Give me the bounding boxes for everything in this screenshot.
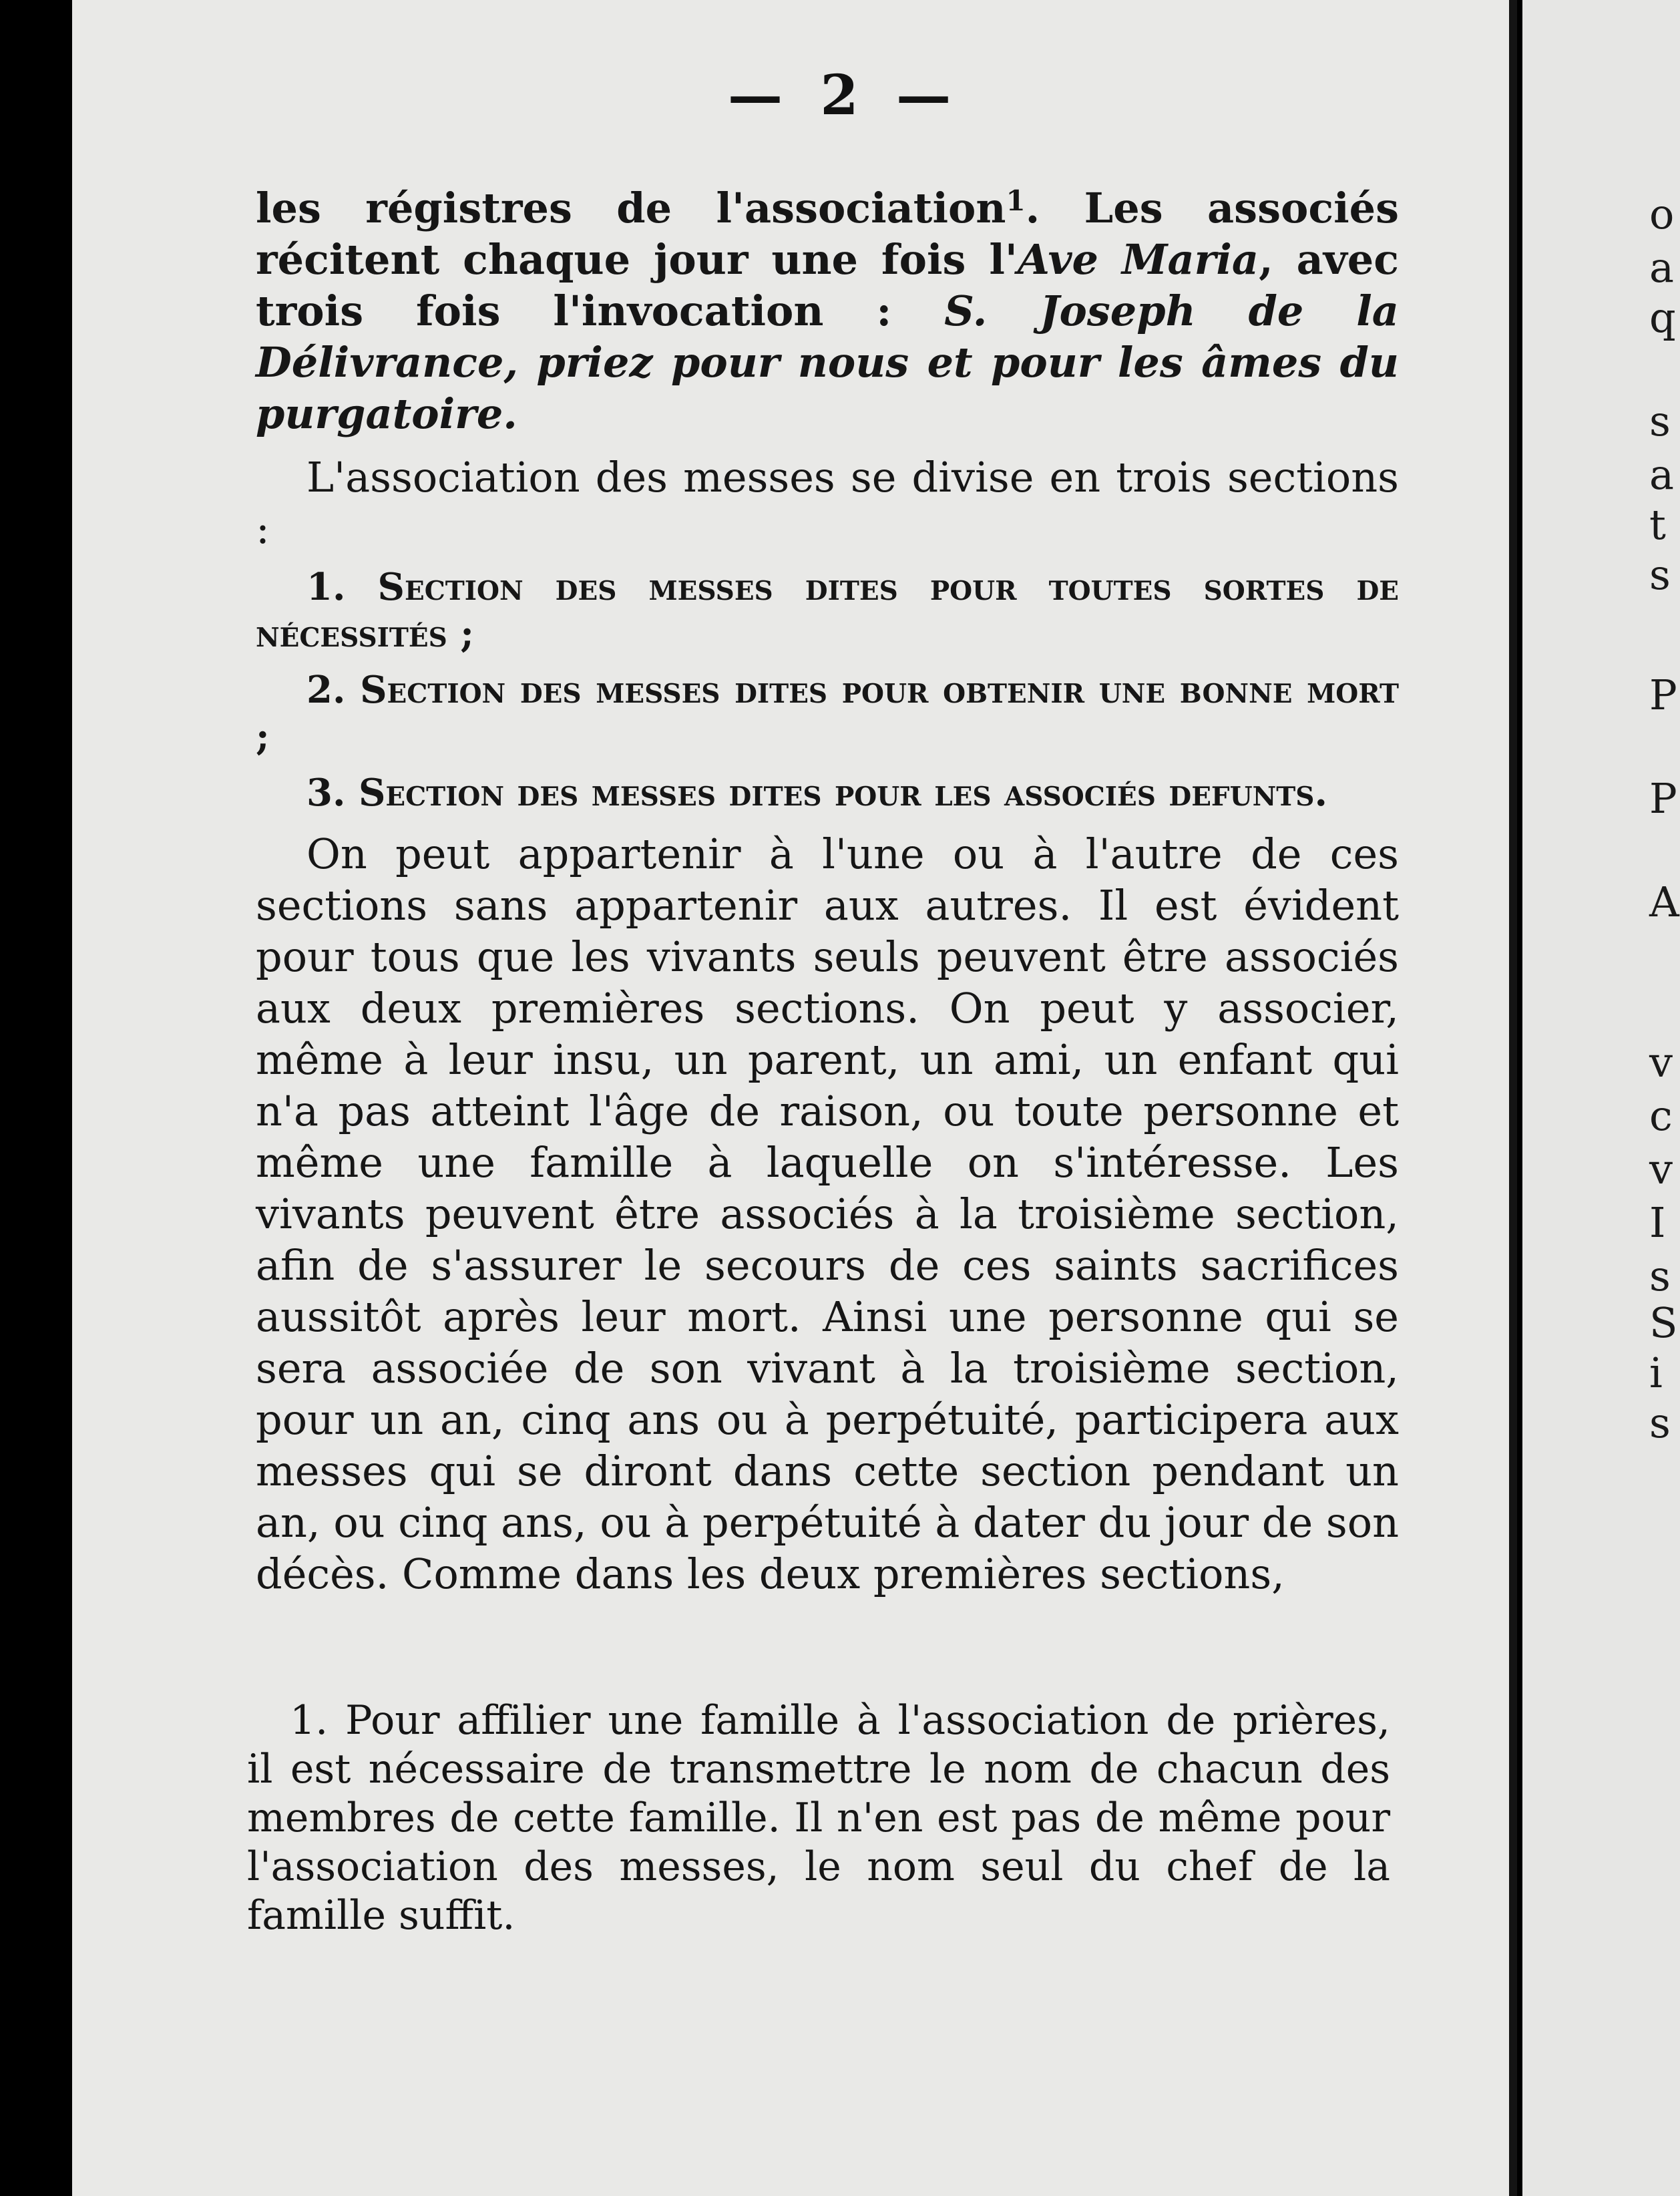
next-page-fragment: P: [1649, 671, 1677, 719]
section-item: 3. Section des messes dites pour les associés defunts.: [306, 771, 1327, 815]
section-item: 2. Section des messes dites pour obtenir une bonne mort ;: [256, 668, 1399, 759]
next-page-fragment: v: [1649, 1038, 1673, 1087]
next-page-fragment: c: [1649, 1091, 1673, 1140]
footnote-ref: 1: [1006, 184, 1026, 217]
next-page-fragment: P: [1649, 774, 1677, 823]
invocation: S. Joseph de la Délivrance, priez pour nous et pour les âmes du purgatoire.: [256, 287, 1399, 438]
section-item: 1. Section des messes dites pour toutes sortes de nécessités ;: [256, 565, 1399, 656]
ave-maria: Ave Maria: [1017, 235, 1259, 284]
division-paragraph: L'association des messes se divise en trois sections :: [256, 453, 1399, 553]
next-page-fragment: i: [1649, 1348, 1663, 1397]
next-page-fragment: v: [1649, 1145, 1673, 1194]
next-page-fragment: s: [1649, 550, 1671, 599]
next-page-fragment: a: [1649, 243, 1674, 292]
next-page-fragment: s: [1649, 1399, 1671, 1447]
intro-paragraph: [256, 175, 1399, 439]
footnote: 1. Pour affilier une famille à l'association de prières, il est nécessaire de transmettre le nom de chacun des membres de cette famille. Il n'en est pas de même pour l'association des messes, le nom seul du chef de la famille suffit.: [247, 1697, 1390, 1939]
gutter-divider: [1509, 0, 1517, 2196]
page-number: — 2 —: [728, 63, 961, 128]
next-page-fragment: A: [1649, 878, 1679, 926]
intro-text-3: , avec trois fois l'invocation :: [256, 235, 1399, 335]
next-page-fragment: I: [1649, 1198, 1666, 1247]
next-page-fragment: q: [1649, 293, 1676, 342]
main-text: [256, 175, 1399, 1600]
next-page-fragment: S: [1649, 1298, 1678, 1347]
next-page-fragment: s: [1649, 1252, 1671, 1300]
body-paragraph: On peut appartenir à l'une ou à l'autre de ces sections sans appartenir aux autres. Il est évident pour tous que les vivants seuls peuvent être associés aux deux premières sections. On peut y associer, même à leur insu, un parent, un ami, un enfant qui n'a pas atteint l'âge de raison, ou toute personne et même une famille à laquelle on s'intéresse. Les vivants peuvent être associés à la troisième section, afin de s'assurer le secours de ces saints sacrifices aussitôt après leur mort. Ainsi une personne qui se sera associée de son vivant à la troisième section, pour un an, cinq ans ou à perpétuité, participera aux messes qui se diront dans cette section pendant un an, ou cinq ans, ou à perpétuité à dater du jour de son décès. Comme dans les deux premières sections,: [256, 830, 1399, 1598]
next-page-fragment: t: [1649, 500, 1666, 549]
intro-text-1: les régistres de l'association: [256, 184, 1006, 232]
intro-text-2: . Les associés récitent chaque jour une fois l': [256, 184, 1399, 284]
next-page-edge: [1522, 0, 1680, 2196]
next-page-fragment: o: [1649, 190, 1675, 238]
next-page-fragment: a: [1649, 450, 1674, 499]
next-page-fragment: s: [1649, 397, 1671, 445]
